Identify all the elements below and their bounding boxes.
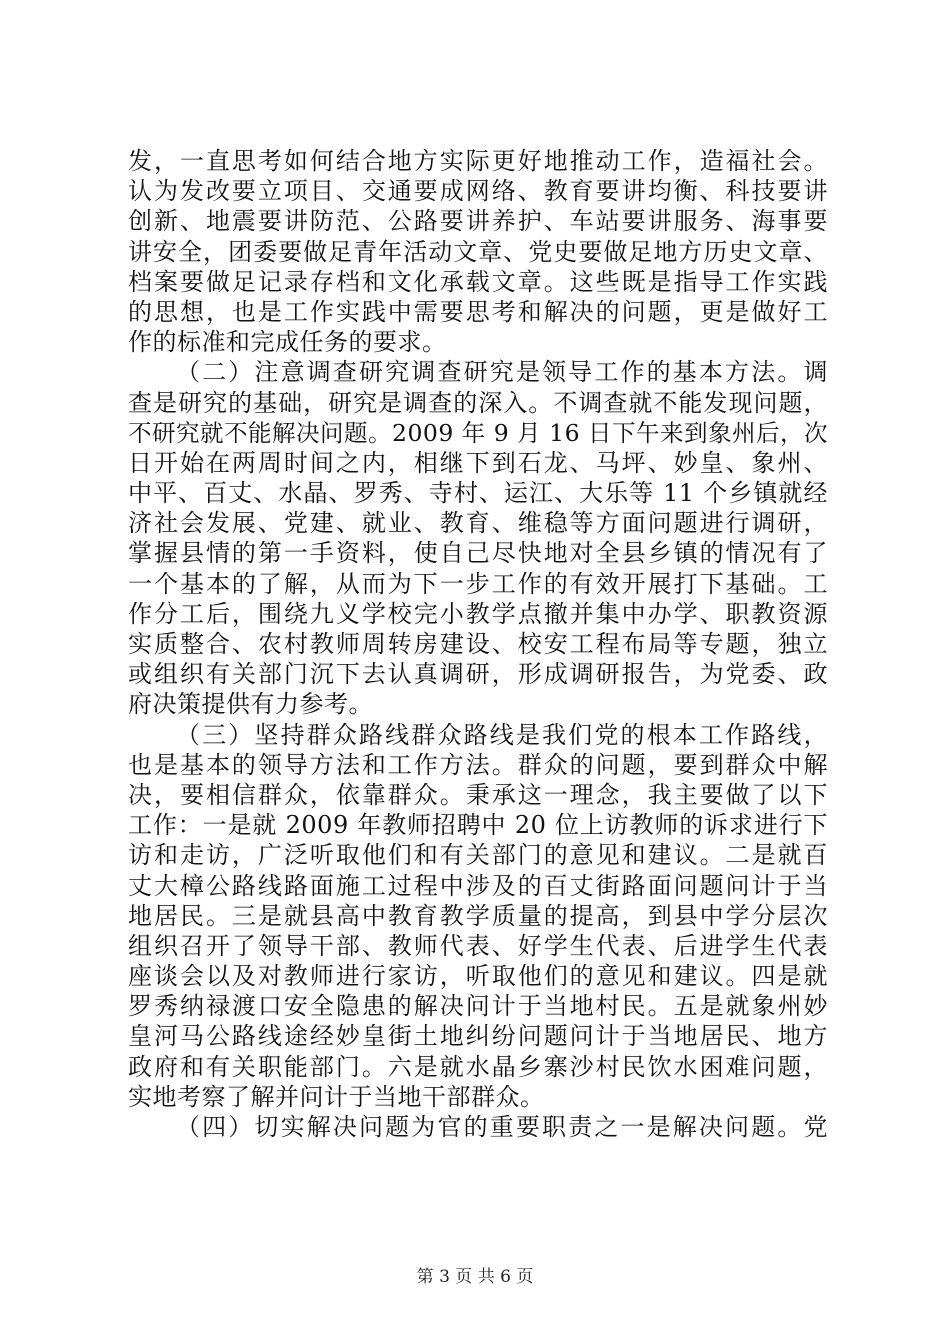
text-line: 掌握县情的第一手资料，使自己尽快地对全县乡镇的情况有了 (128, 539, 828, 568)
text-line: 也是基本的领导方法和工作方法。群众的问题，要到群众中解 (128, 750, 828, 779)
text-line: 组织召开了领导干部、教师代表、好学生代表、后进学生代表 (128, 931, 828, 960)
body-text (128, 146, 828, 1142)
text-line: 府决策提供有力参考。 (128, 690, 373, 719)
text-line: 作分工后，围绕九义学校完小教学点撤并集中办学、职教资源 (128, 599, 828, 628)
text-line: 决，要相信群众，依靠群众。秉承这一理念，我主要做了以下 (128, 780, 828, 809)
text-line: 发，一直思考如何结合地方实际更好地推动工作，造福社会。 (128, 147, 828, 175)
text-line: 座谈会以及对教师进行家访，听取他们的意见和建议。四是就 (128, 962, 828, 991)
text-line: 罗秀纳禄渡口安全隐患的解决问计于当地村民。五是就象州妙 (128, 992, 828, 1021)
text-line: 工作：一是就 2009 年教师招聘中 20 位上访教师的诉求进行下 (128, 811, 828, 840)
text-line: 或组织有关部门沉下去认真调研，形成调研报告，为党委、政 (128, 660, 828, 689)
text-line: 日开始在两周时间之内，相继下到石龙、马坪、妙皇、象州、 (128, 448, 828, 477)
text-line: 地居民。三是就县高中教育教学质量的提高，到县中学分层次 (128, 901, 828, 930)
text-line: 政府和有关职能部门。六是就水晶乡寨沙村民饮水困难问题， (128, 1052, 828, 1081)
text-line: 的思想，也是工作实践中需要思考和解决的问题，更是做好工 (128, 297, 828, 326)
text-line: 实质整合、农村教师周转房建设、校安工程布局等专题，独立 (128, 630, 828, 658)
text-line: 访和走访，广泛听取他们和有关部门的意见和建议。二是就百 (128, 841, 828, 870)
text-line: 档案要做足记录存档和文化承载文章。这些既是指导工作实践 (128, 267, 828, 296)
text-line: 实地考察了解并问计于当地干部群众。 (128, 1082, 545, 1111)
text-line: 不研究就不能解决问题。2009 年 9 月 16 日下午来到象州后，次 (128, 418, 829, 447)
text-line: 作的标准和完成任务的要求。 (128, 328, 447, 357)
text-line: 创新、地震要讲防范、公路要讲养护、车站要讲服务、海事要 (128, 207, 828, 236)
section-heading-line: （四）切实解决问题为官的重要职责之一是解决问题。党 (176, 1113, 828, 1141)
text-line: 讲安全，团委要做足青年活动文章、党史要做足地方历史文章、 (128, 237, 828, 266)
text-line: 丈大樟公路线路面施工过程中涉及的百丈街路面问题问计于当 (128, 871, 828, 900)
text-line: 皇河马公路线途经妙皇街土地纠纷问题问计于当地居民、地方 (128, 1022, 828, 1051)
text-line: 查是研究的基础，研究是调查的深入。不调查就不能发现问题， (128, 388, 828, 417)
section-heading-line: （二）注意调查研究调查研究是领导工作的基本方法。调 (176, 358, 828, 387)
text-line: 中平、百丈、水晶、罗秀、寺村、运江、大乐等 11 个乡镇就经 (128, 479, 828, 508)
text-line: 一个基本的了解，从而为下一步工作的有效开展打下基础。工 (128, 569, 828, 598)
section-heading-line: （三）坚持群众路线群众路线是我们党的根本工作路线， (176, 720, 828, 749)
page-number-footer: 第 3 页 共 6 页 (416, 1267, 534, 1287)
text-line: 认为发改要立项目、交通要成网络、教育要讲均衡、科技要讲 (128, 177, 828, 206)
text-line: 济社会发展、党建、就业、教育、维稳等方面问题进行调研， (128, 509, 828, 538)
